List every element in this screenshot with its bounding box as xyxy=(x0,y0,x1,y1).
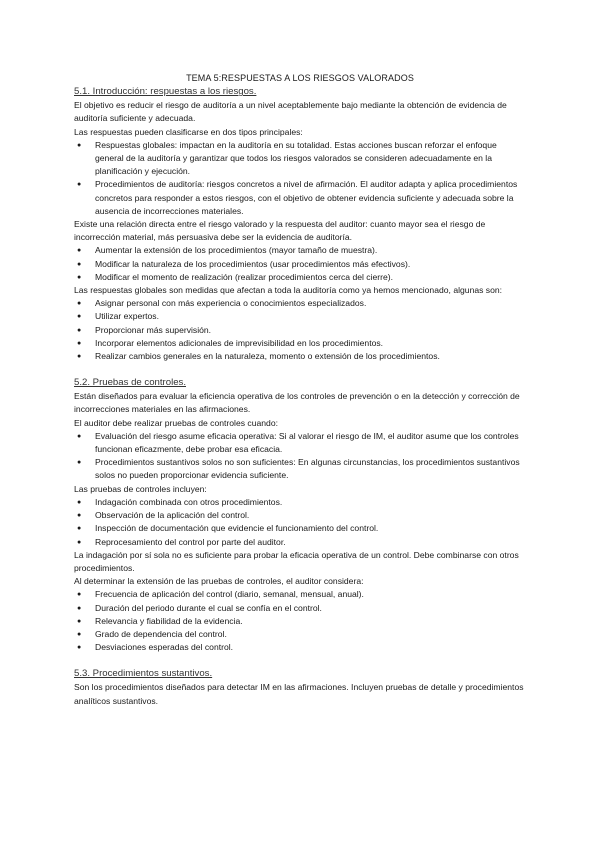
bullet-list-relation xyxy=(74,244,526,284)
section-heading-5-3: 5.3. Procedimientos sustantivos. xyxy=(74,668,213,680)
paragraph: Existe una relación directa entre el riesgo valorado y la respuesta del auditor: cuanto mayor sea el riesgo de incorrección material, más persuasiva debe ser la evidencia de auditoría. xyxy=(74,219,486,243)
bullet-list-extent xyxy=(74,588,526,654)
paragraph: Están diseñados para evaluar la eficiencia operativa de los controles de prevención o en la detección y corrección de incorrecciones materiales en las afirmaciones. xyxy=(74,391,520,415)
list-item: ● Duración del periodo durante el cual se confía en el control. xyxy=(74,602,526,615)
paragraph: Las pruebas de controles incluyen: xyxy=(74,483,207,494)
list-item: ● Procedimientos sustantivos solos no son suficientes: En algunas circunstancias, los procedimientos sustantivos solos no pueden proporcionar evidencia suficiente. xyxy=(74,456,526,482)
list-item: ● Evaluación del riesgo asume eficacia operativa: Si al valorar el riesgo de IM, el auditor asume que los controles funcionan eficazmente, debe probar esa eficacia. xyxy=(74,430,526,456)
list-item: ● Asignar personal con más experiencia o conocimientos especializados. xyxy=(74,297,526,310)
document-title: TEMA 5:RESPUESTAS A LOS RIESGOS VALORADOS xyxy=(186,73,414,83)
list-item: ● Modificar la naturaleza de los procedimientos (usar procedimientos más efectivos). xyxy=(74,258,526,271)
list-item: ● Utilizar expertos. xyxy=(74,310,526,323)
bullet-list-include xyxy=(74,496,526,549)
section-gap xyxy=(74,363,526,376)
section-heading-5-2: 5.2. Pruebas de controles. xyxy=(74,377,186,389)
list-item: ● Desviaciones esperadas del control. xyxy=(74,641,526,654)
list-item: ● Frecuencia de aplicación del control (diario, semanal, mensual, anual). xyxy=(74,588,526,601)
list-item: ● Incorporar elementos adicionales de imprevisibilidad en los procedimientos. xyxy=(74,337,526,350)
paragraph: El auditor debe realizar pruebas de controles cuando: xyxy=(74,417,278,428)
list-item: ● Procedimientos de auditoría: riesgos concretos a nivel de afirmación. El auditor adapta y aplica procedimientos concretos para responder a estos riesgos, con el objetivo de obtener evidencia suficiente y adecuada sobre la ausencia de incorrecciones materiales. xyxy=(74,178,526,218)
section-heading-5-1: 5.1. Introducción: respuestas a los riesgos. xyxy=(74,86,257,98)
list-item: ● Modificar el momento de realización (realizar procedimientos cerca del cierre). xyxy=(74,271,526,284)
paragraph: Son los procedimientos diseñados para detectar IM en las afirmaciones. Incluyen pruebas de detalle y procedimientos analíticos sustantivos. xyxy=(74,682,524,706)
section-gap xyxy=(74,654,526,667)
paragraph: El objetivo es reducir el riesgo de auditoría a un nivel aceptablemente bajo mediante la obtención de evidencia de auditoría suficiente y adecuada. xyxy=(74,100,507,124)
list-item: ● Indagación combinada con otros procedimientos. xyxy=(74,496,526,509)
paragraph: Las respuestas globales son medidas que afectan a toda la auditoría como ya hemos mencionado, algunas son: xyxy=(74,285,503,296)
list-item: ● Realizar cambios generales en la naturaleza, momento o extensión de los procedimientos. xyxy=(74,350,526,363)
list-item: ● Aumentar la extensión de los procedimientos (mayor tamaño de muestra). xyxy=(74,244,526,257)
bullet-list-response-types xyxy=(74,139,526,218)
bullet-list-global-responses xyxy=(74,297,526,363)
list-item: ● Grado de dependencia del control. xyxy=(74,628,526,641)
document-content xyxy=(74,72,526,708)
paragraph: Las respuestas pueden clasificarse en dos tipos principales: xyxy=(74,126,303,137)
list-item: ● Observación de la aplicación del control. xyxy=(74,509,526,522)
list-item: ● Respuestas globales: impactan en la auditoría en su totalidad. Estas acciones buscan reforzar el enfoque general de la auditoría y garantizar que todos los riesgos valorados se consideren adecuadamente en la planificación y ejecución. xyxy=(74,139,526,179)
list-item: ● Inspección de documentación que evidencie el funcionamiento del control. xyxy=(74,522,526,535)
list-item: ● Proporcionar más supervisión. xyxy=(74,324,526,337)
bullet-list-when xyxy=(74,430,526,483)
list-item: ● Reprocesamiento del control por parte del auditor. xyxy=(74,536,526,549)
list-item: ● Relevancia y fiabilidad de la evidencia. xyxy=(74,615,526,628)
paragraph: Al determinar la extensión de las pruebas de controles, el auditor considera: xyxy=(74,576,364,587)
paragraph: La indagación por sí sola no es suficiente para probar la eficacia operativa de un control. Debe combinarse con otros procedimientos. xyxy=(74,549,519,573)
